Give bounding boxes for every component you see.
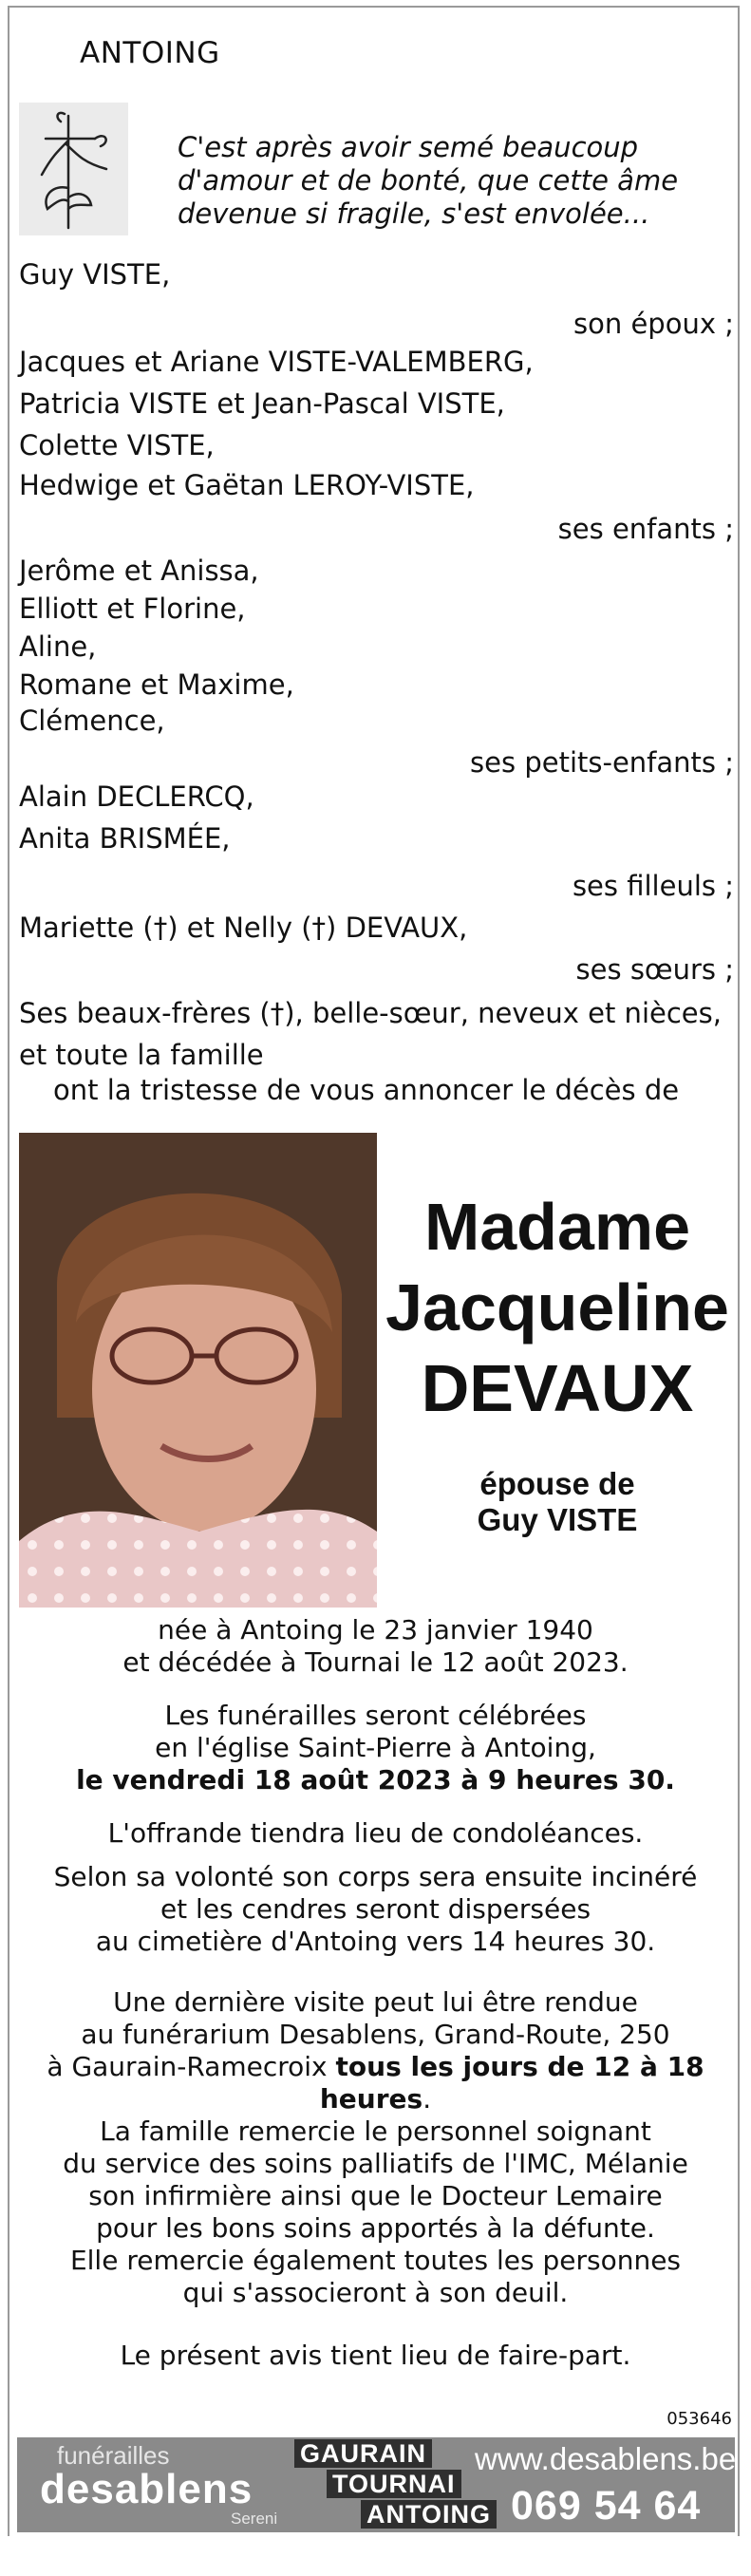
family-member-line: Guy VISTE, bbox=[19, 258, 171, 291]
footer-place-tournai: TOURNAI bbox=[327, 2470, 461, 2498]
family-member-line: Aline, bbox=[19, 630, 97, 663]
deceased-last-name: DEVAUX bbox=[421, 1351, 694, 1425]
footer-place-gaurain: GAURAIN bbox=[294, 2439, 432, 2468]
visit-line: Une dernière visite peut lui être rendue bbox=[113, 1986, 638, 2018]
opening-quote bbox=[178, 131, 709, 231]
funeral-line: Les funérailles seront célébrées bbox=[164, 1700, 587, 1731]
family-member-line: Jerôme et Anissa, bbox=[19, 555, 259, 587]
announcement-line: ont la tristesse de vous annoncer le décès de bbox=[53, 1074, 680, 1106]
family-member-line: Elliott et Florine, bbox=[19, 592, 246, 625]
family-member-line: Romane et Maxime, bbox=[19, 668, 294, 701]
family-member-line: Colette VISTE, bbox=[19, 429, 215, 461]
relation-label: ses filleuls ; bbox=[572, 870, 734, 902]
visit-period: . bbox=[422, 2083, 432, 2115]
relation-label: ses petits-enfants ; bbox=[470, 746, 734, 779]
offering-line: L'offrande tiendra lieu de condoléances. bbox=[107, 1817, 644, 1849]
footer-place-antoing: ANTOING bbox=[361, 2500, 497, 2529]
deceased-portrait bbox=[19, 1133, 377, 1608]
footer-phone[interactable]: 069 54 64 22 bbox=[511, 2483, 702, 2575]
death-line: et décédée à Tournai le 12 août 2023. bbox=[122, 1646, 629, 1678]
thanks-line: pour les bons soins apportés à la défunte. bbox=[96, 2212, 655, 2244]
cremation-line: au cimetière d'Antoing vers 14 heures 30. bbox=[95, 1926, 656, 1957]
funeral-date: le vendredi 18 août 2023 à 9 heures 30. bbox=[76, 1764, 675, 1796]
family-member-line: Jacques et Ariane VISTE-VALEMBERG, bbox=[19, 346, 534, 378]
cross-flower-emblem bbox=[19, 103, 128, 235]
family-member-line: Patricia VISTE et Jean-Pascal VISTE, bbox=[19, 387, 505, 420]
family-member-line: Mariette (†) et Nelly (†) DEVAUX, bbox=[19, 912, 468, 944]
birth-line: née à Antoing le 23 janvier 1940 bbox=[158, 1614, 593, 1645]
family-member-line: Hedwige et Gaëtan LEROY-VISTE, bbox=[19, 469, 475, 501]
spouse-label: épouse de bbox=[479, 1466, 635, 1501]
funeral-line: en l'église Saint-Pierre à Antoing, bbox=[155, 1732, 596, 1763]
footer-brand: desablens bbox=[40, 2466, 253, 2512]
quote-line: d'amour et de bonté, que cette âme bbox=[178, 164, 679, 197]
footer-website[interactable]: www.desablens.be bbox=[475, 2441, 737, 2476]
thanks-line: qui s'associeront à son deuil. bbox=[182, 2277, 569, 2308]
visit-hours: tous les jours de 12 à 18 heures bbox=[319, 2051, 704, 2115]
visit-line: au funérarium Desablens, Grand-Route, 250 bbox=[81, 2019, 670, 2050]
visit-line bbox=[0, 2051, 751, 2115]
relation-label: ses sœurs ; bbox=[575, 953, 734, 986]
quote-line: devenue si fragile, s'est envolée... bbox=[178, 197, 650, 230]
cremation-line: Selon sa volonté son corps sera ensuite incinéré bbox=[53, 1861, 698, 1892]
footer-funerailles: funérailles bbox=[57, 2441, 170, 2470]
family-member-line: Ses beaux-frères (†), belle-sœur, neveux et nièces, bbox=[19, 997, 722, 1029]
family-member-line: et toute la famille bbox=[19, 1039, 264, 1071]
thanks-line: Elle remercie également toutes les personnes bbox=[69, 2245, 682, 2276]
thanks-line: La famille remercie le personnel soignant bbox=[100, 2115, 651, 2147]
relation-label: son époux ; bbox=[573, 308, 734, 340]
deceased-first-name: Jacqueline bbox=[385, 1270, 729, 1344]
faire-part-line: Le présent avis tient lieu de faire-part. bbox=[120, 2340, 631, 2371]
reference-number: 053646 bbox=[667, 2409, 732, 2429]
spouse-name: Guy VISTE bbox=[477, 1502, 638, 1537]
town-heading: ANTOING bbox=[80, 36, 220, 70]
family-member-line: Clémence, bbox=[19, 705, 165, 737]
relation-label: ses enfants ; bbox=[557, 513, 734, 545]
family-member-line: Alain DECLERCQ, bbox=[19, 780, 254, 813]
thanks-line: son infirmière ainsi que le Docteur Lemaire bbox=[88, 2180, 663, 2211]
footer-serenity: Sereni bbox=[231, 2510, 278, 2528]
thanks-line: du service des soins palliatifs de l'IMC, Mélanie bbox=[63, 2148, 688, 2179]
cremation-line: et les cendres seront dispersées bbox=[160, 1893, 591, 1925]
quote-line: C'est après avoir semé beaucoup bbox=[178, 131, 639, 163]
deceased-title: Madame bbox=[423, 1190, 691, 1264]
funeral-home-footer bbox=[17, 2437, 737, 2575]
family-member-line: Anita BRISMÉE, bbox=[19, 822, 231, 855]
visit-place: à Gaurain-Ramecroix bbox=[47, 2051, 336, 2082]
